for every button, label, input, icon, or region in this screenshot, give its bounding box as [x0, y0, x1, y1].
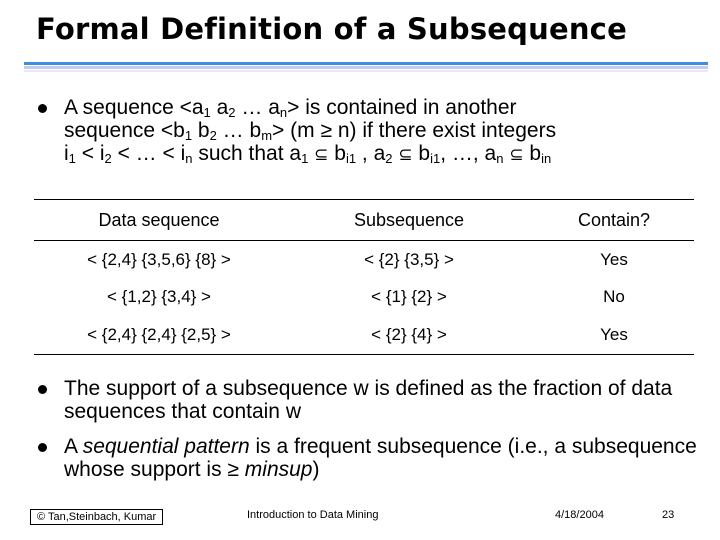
- subset-symbol: ⊆: [398, 145, 413, 165]
- footer-date: 4/18/2004: [555, 509, 604, 521]
- example-table: [34, 199, 694, 355]
- cell-subsequence: < {2} {3,5} >: [364, 249, 454, 269]
- table-row: [34, 316, 694, 354]
- table-row: [34, 241, 694, 279]
- cell-data-sequence: < {2,4} {3,5,6} {8} >: [87, 249, 231, 269]
- title-underline-shadow: [24, 66, 708, 69]
- bullet-dot-icon: [38, 104, 47, 113]
- term-sequential-pattern: sequential pattern: [82, 435, 250, 458]
- title-underline: [24, 62, 708, 65]
- table-header-row: [34, 200, 694, 241]
- title-underline-fade: [24, 70, 708, 72]
- cell-contain: No: [603, 287, 625, 307]
- bullet-dot-icon: [38, 443, 47, 452]
- bullet-dot-icon: [38, 385, 47, 394]
- footer-authors: © Tan,Steinbach, Kumar: [30, 509, 163, 525]
- cell-contain: Yes: [600, 249, 628, 269]
- subset-symbol: ⊆: [509, 145, 524, 165]
- cell-subsequence: < {1} {2} >: [371, 287, 447, 307]
- header-contain: Contain?: [534, 200, 694, 241]
- header-subsequence: Subsequence: [284, 200, 534, 241]
- cell-subsequence: < {2} {4} >: [371, 324, 447, 344]
- header-data-sequence: Data sequence: [34, 200, 284, 241]
- support-text: The support of a subsequence w is defined as the fraction of data sequences that contain w: [64, 377, 673, 423]
- term-minsup: minsup: [244, 458, 313, 481]
- cell-contain: Yes: [600, 324, 628, 344]
- table-row: [34, 279, 694, 317]
- footer-page-number: 23: [662, 509, 675, 521]
- footer-book-title: Introduction to Data Mining: [247, 509, 379, 521]
- definition-text: A sequence $<a_1$ $a_2$ … $a_n>$ is contained in another sequence $<b_1$ $b_2$ … $b_m> (m \ge n)$ if there exist integers $i_1 < i_2$ < … < $i_n$ such that $a_1$ ⊆ $b_{i1}$ , $a_2$ ⊆ $b_{i1}$, …, $a_n$ ⊆ $b_{in}$: [64, 96, 557, 166]
- cell-data-sequence: < {1,2} {3,4} >: [106, 287, 211, 307]
- sequential-pattern-text: A sequential pattern is a frequent subsequence (i.e., a subsequence whose support is ≥ minsup): [64, 435, 697, 481]
- subset-symbol: ⊆: [314, 145, 329, 165]
- slide-title: Formal Definition of a Subsequence: [36, 12, 627, 46]
- cell-data-sequence: < {2,4} {2,4} {2,5} >: [87, 324, 231, 344]
